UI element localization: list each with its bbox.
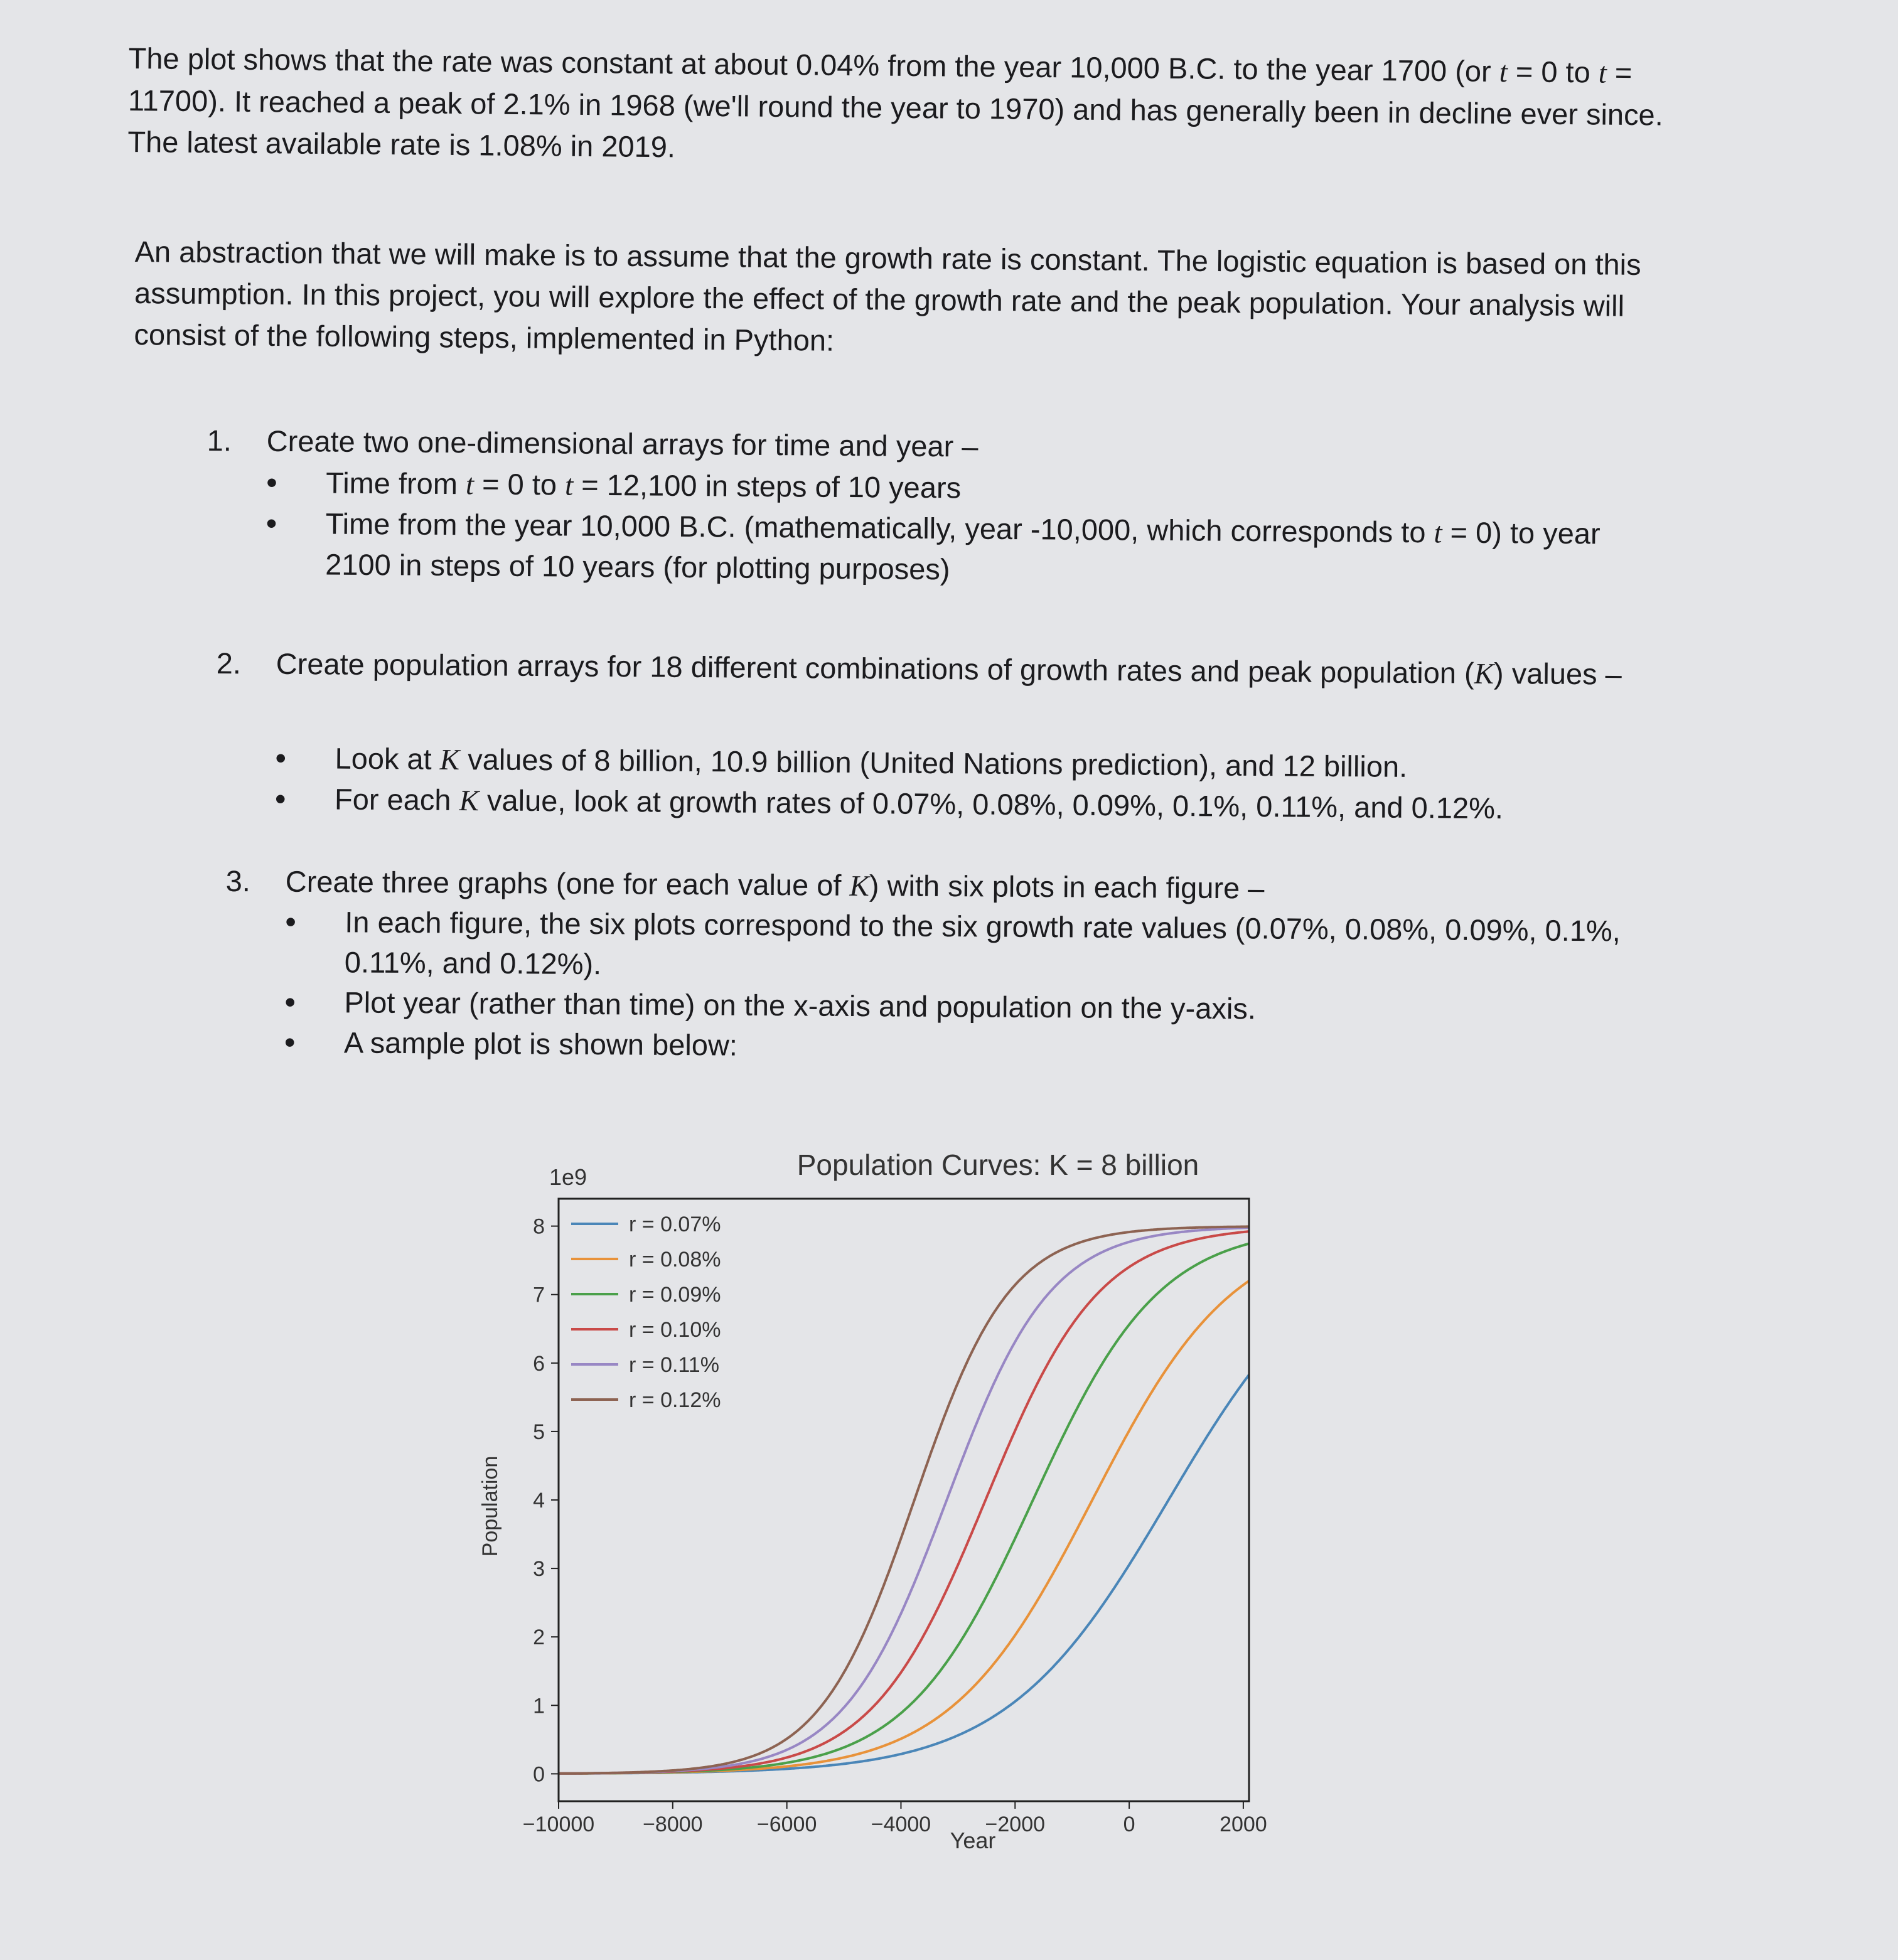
intro-text-part: = 11700). It reached a peak of 2.1% in 1968 (we'll round the year to 1970) and has generally been in decline ever since. The latest available rate is 1.08% in 2019. <box>127 55 1664 164</box>
x-tick-label: −10000 <box>522 1813 595 1836</box>
step-number: 3. <box>225 864 251 898</box>
abstraction-paragraph: An abstraction that we will make is to assume that the growth rate is constant. The logistic equation is based on this assumption. In this project, you will explore the effect of the growth rate and the peak population. Your analysis will consist of the following steps, implemented in Python: <box>134 234 1641 357</box>
intro-text-part: = 0 to <box>1507 55 1599 89</box>
y-tick-label: 4 <box>533 1489 545 1513</box>
chart-title: Population Curves: K = 8 billion <box>796 1149 1199 1181</box>
x-tick-label: −6000 <box>756 1813 817 1836</box>
step-1-bullets <box>265 463 1616 595</box>
x-tick-label: −4000 <box>871 1813 931 1836</box>
series-line-6 <box>559 1226 1249 1773</box>
x-tick-label: 2000 <box>1220 1813 1267 1836</box>
step-3-bullets <box>284 902 1635 1072</box>
intro-paragraph <box>127 38 1698 178</box>
y-tick-label: 0 <box>533 1762 545 1787</box>
bullet-item: • In each figure, the six plots correspond to the six growth rate values (0.07%, 0.08%, 0.09%, 0.1%, 0.11%, and 0.12%). <box>285 902 1635 992</box>
series-line-5 <box>559 1228 1249 1774</box>
y-tick-label: 7 <box>533 1283 545 1307</box>
y-axis-label: Population <box>478 1455 502 1557</box>
bullet-item: • A sample plot is shown below: <box>284 1022 1634 1072</box>
bullet-item: • Plot year (rather than time) on the x-axis and population on the y-axis. <box>284 982 1634 1032</box>
x-tick-label: −2000 <box>985 1813 1046 1836</box>
step-text: Create population arrays for 18 different combinations of growth rates and peak population (K) values – <box>276 646 1622 691</box>
population-chart <box>452 1142 1431 1883</box>
legend-label: r = 0.08% <box>629 1248 721 1272</box>
step-text: Create two one-dimensional arrays for time and year – <box>266 424 978 463</box>
step-2-bullets <box>275 738 1625 830</box>
series-line-4 <box>559 1231 1249 1774</box>
legend-label: r = 0.07% <box>629 1213 721 1236</box>
bullet-item: • Time from the year 10,000 B.C. (mathematically, year -10,000, which corresponds to t = 0) to year 2100 in steps of 10 years (for plotting purposes) <box>265 503 1616 595</box>
x-tick-label: −8000 <box>643 1813 703 1836</box>
bullet-item: • For each K value, look at growth rates of 0.07%, 0.08%, 0.09%, 0.1%, 0.11%, and 0.12%. <box>275 779 1624 830</box>
t-variable: t <box>1499 55 1508 89</box>
y-tick-label: 5 <box>533 1420 545 1444</box>
legend-label: r = 0.12% <box>629 1388 721 1412</box>
y-tick-label: 1 <box>533 1694 545 1718</box>
step-text: Create three graphs (one for each value of K) with six plots in each figure – <box>285 864 1265 905</box>
step-number: 1. <box>206 423 232 458</box>
x-tick-label: 0 <box>1123 1813 1135 1836</box>
y-tick-label: 6 <box>533 1351 545 1376</box>
y-tick-label: 2 <box>533 1625 545 1650</box>
legend-label: r = 0.09% <box>629 1283 721 1307</box>
bullet-item: • Time from t = 0 to t = 12,100 in steps of 10 years <box>266 463 1616 514</box>
y-offset-label: 1e9 <box>549 1164 587 1190</box>
bullet-item: • Look at K values of 8 billion, 10.9 billion (United Nations prediction), and 12 billion. <box>275 738 1624 790</box>
y-tick-label: 8 <box>533 1214 545 1239</box>
intro-text-part: The plot shows that the rate was constant at about 0.04% from the year 10,000 B.C. to the year 1700 (or <box>128 41 1499 88</box>
t-variable: t <box>1598 56 1607 90</box>
series-line-1 <box>559 1375 1249 1774</box>
legend-label: r = 0.11% <box>629 1353 719 1377</box>
y-tick-label: 3 <box>533 1557 545 1582</box>
x-axis-label: Year <box>950 1828 996 1853</box>
step-number: 2. <box>216 646 242 680</box>
legend-label: r = 0.10% <box>629 1318 721 1342</box>
